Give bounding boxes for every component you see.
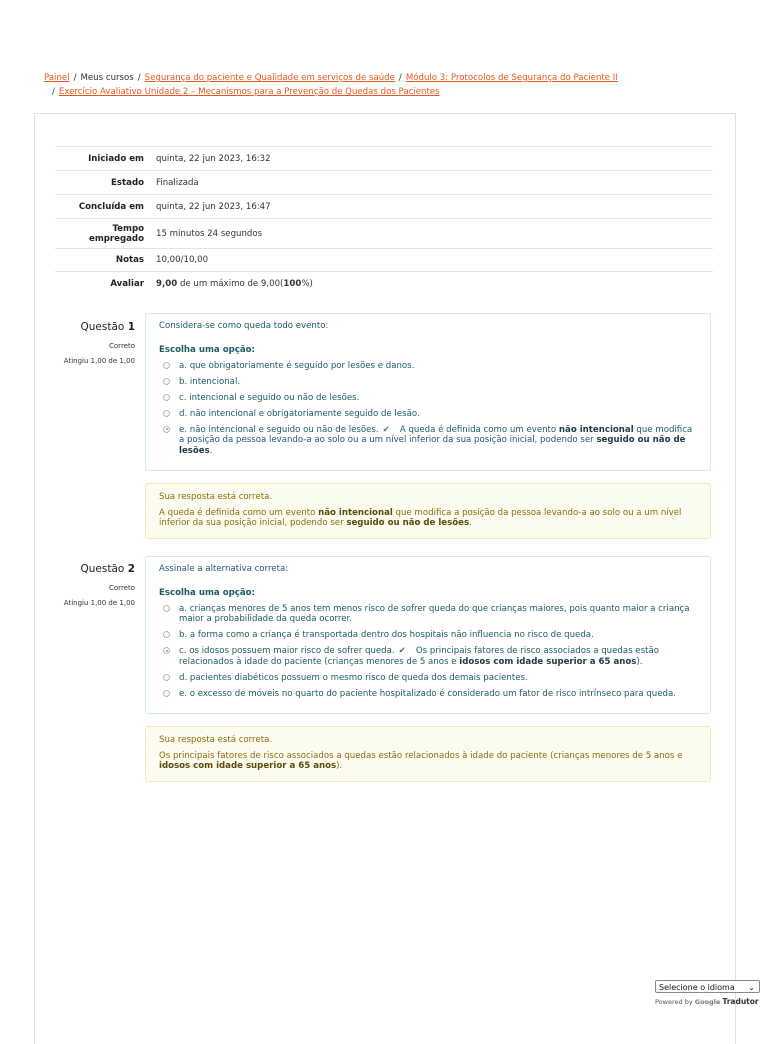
question-info-2 bbox=[55, 563, 135, 611]
summary-label: Avaliar bbox=[110, 279, 144, 290]
breadcrumb-link-module[interactable]: Módulo 3: Protocolos de Segurança do Paciente II bbox=[405, 73, 618, 83]
question-number: Questão 2 bbox=[80, 563, 135, 575]
translate-link[interactable]: Tradutor bbox=[722, 997, 759, 1006]
radio-button-selected[interactable] bbox=[163, 647, 170, 654]
correct-check-icon: ✔ bbox=[398, 646, 406, 656]
summary-row-completed bbox=[55, 195, 713, 219]
question-text: Assinale a alternativa correta: bbox=[159, 564, 289, 574]
answer-option-c[interactable]: c. os idosos possuem maior risco de sofrer queda. ✔ Os principais fatores de risco associados a quedas estão relacionados à idade do paciente (crianças menores de 5 anos e idosos com idade superior a 65 anos). bbox=[159, 646, 697, 667]
answer-option-e[interactable]: e. não intencional e seguido ou não de lesões. ✔ A queda é definida como um evento não intencional que modifica a posição da pessoa levando-a ao solo ou a um nível inferior da sua posição inicial, podendo ser seguido ou não de lesões. bbox=[159, 425, 697, 457]
radio-button[interactable] bbox=[163, 674, 170, 681]
powered-by-google-translate: Powered by Google Tradutor bbox=[655, 997, 759, 1006]
breadcrumb-link-course[interactable]: Segurança do paciente e Qualidade em serviços de saúde bbox=[144, 73, 395, 83]
question-info-1 bbox=[55, 321, 135, 369]
summary-row-state bbox=[55, 171, 713, 195]
feedback-general: A queda é definida como um evento não intencional que modifica a posição da pessoa levando-a ao solo ou a um nível inferior da sua posição inicial, podendo ser seguido ou não de lesões. bbox=[159, 507, 682, 528]
radio-button-selected[interactable] bbox=[163, 426, 170, 433]
breadcrumb-separator: / bbox=[398, 73, 402, 83]
grade-text-end: %) bbox=[301, 279, 313, 290]
question-feedback-2 bbox=[145, 726, 711, 782]
grade-text: de um máximo de 9,00( bbox=[177, 279, 284, 290]
question-feedback-1 bbox=[145, 483, 711, 539]
question-state: Correto bbox=[109, 342, 135, 350]
radio-button[interactable] bbox=[163, 378, 170, 385]
question-grade: Atingiu 1,00 de 1,00 bbox=[63, 599, 135, 607]
answer-option-a[interactable]: a. crianças menores de 5 anos tem menos risco de sofrer queda do que crianças maiores, pois quanto maior a criança maior a probabilidade da queda ocorrer. bbox=[159, 604, 697, 625]
chevron-down-icon: ⌄ bbox=[748, 983, 755, 992]
radio-button[interactable] bbox=[163, 410, 170, 417]
question-grade: Atingiu 1,00 de 1,00 bbox=[63, 357, 135, 365]
summary-label: Estado bbox=[111, 177, 144, 188]
answer-option-d[interactable]: d. não intencional e obrigatoriamente seguido de lesão. bbox=[159, 409, 697, 420]
quiz-review-panel bbox=[34, 113, 736, 1044]
question-state: Correto bbox=[109, 584, 135, 592]
summary-value: Finalizada bbox=[156, 177, 199, 188]
grade-value: 9,00 bbox=[156, 279, 178, 290]
summary-label: Notas bbox=[115, 255, 144, 265]
summary-value: quinta, 22 jun 2023, 16:32 bbox=[156, 153, 271, 164]
feedback-general: Os principais fatores de risco associados a quedas estão relacionados à idade do paciente (crianças menores de 5 anos e idosos com idade superior a 65 anos). bbox=[159, 750, 683, 771]
radio-button[interactable] bbox=[163, 631, 170, 638]
answer-option-b[interactable]: b. intencional. bbox=[159, 377, 697, 388]
grade-percent: 100 bbox=[283, 279, 302, 290]
summary-label: Tempo empregado bbox=[88, 223, 144, 244]
summary-value: quinta, 22 jun 2023, 16:47 bbox=[156, 201, 271, 212]
answer-option-c[interactable]: c. intencional e seguido ou não de lesões. bbox=[159, 393, 697, 404]
breadcrumb-link-painel[interactable]: Painel bbox=[44, 73, 70, 83]
google-logo: Google bbox=[694, 998, 721, 1006]
breadcrumb-item-meus-cursos: Meus cursos bbox=[80, 73, 134, 83]
breadcrumb-separator: / bbox=[52, 87, 55, 97]
summary-value: 15 minutos 24 segundos bbox=[156, 228, 263, 239]
summary-row-started bbox=[55, 147, 713, 171]
summary-row-time-taken bbox=[55, 219, 713, 249]
question-number: Questão 1 bbox=[80, 321, 135, 333]
answer-prompt: Escolha uma opção: bbox=[159, 588, 255, 598]
answer-option-a[interactable]: a. que obrigatoriamente é seguido por lesões e danos. bbox=[159, 361, 697, 372]
answer-option-e[interactable]: e. o excesso de móveis no quarto do paciente hospitalizado é considerado um fator de risco intrínseco para queda. bbox=[159, 689, 697, 700]
attempt-summary-table bbox=[55, 146, 713, 297]
language-select[interactable]: Selecione o idioma ⌄ bbox=[655, 980, 760, 993]
breadcrumb-separator: / bbox=[137, 73, 141, 83]
breadcrumb-link-quiz[interactable]: Exercício Avaliativo Unidade 2 – Mecanismos para a Prevenção de Quedas dos Pacientes bbox=[58, 87, 440, 97]
answer-option-b[interactable]: b. a forma como a criança é transportada dentro dos hospitais não influencia no risco de queda. bbox=[159, 630, 697, 641]
answer-prompt: Escolha uma opção: bbox=[159, 345, 255, 355]
summary-row-grade bbox=[55, 272, 713, 297]
summary-value bbox=[150, 272, 713, 297]
feedback-correct-text: Sua resposta está correta. bbox=[159, 735, 273, 745]
question-formulation-1 bbox=[145, 313, 711, 471]
summary-value: 10,00/10,00 bbox=[156, 255, 209, 265]
radio-button[interactable] bbox=[163, 605, 170, 612]
summary-label: Concluída em bbox=[78, 201, 144, 212]
radio-button[interactable] bbox=[163, 362, 170, 369]
summary-label: Iniciado em bbox=[88, 153, 144, 164]
question-text: Considera-se como queda todo evento: bbox=[159, 321, 329, 331]
radio-button[interactable] bbox=[163, 690, 170, 697]
answer-option-d[interactable]: d. pacientes diabéticos possuem o mesmo risco de queda dos demais pacientes. bbox=[159, 673, 697, 684]
correct-check-icon: ✔ bbox=[382, 424, 390, 435]
summary-row-marks bbox=[55, 249, 713, 272]
feedback-correct-text: Sua resposta está correta. bbox=[159, 492, 273, 502]
question-formulation-2 bbox=[145, 556, 711, 714]
breadcrumb-separator: / bbox=[73, 73, 77, 83]
radio-button[interactable] bbox=[163, 394, 170, 401]
breadcrumb bbox=[44, 71, 744, 99]
